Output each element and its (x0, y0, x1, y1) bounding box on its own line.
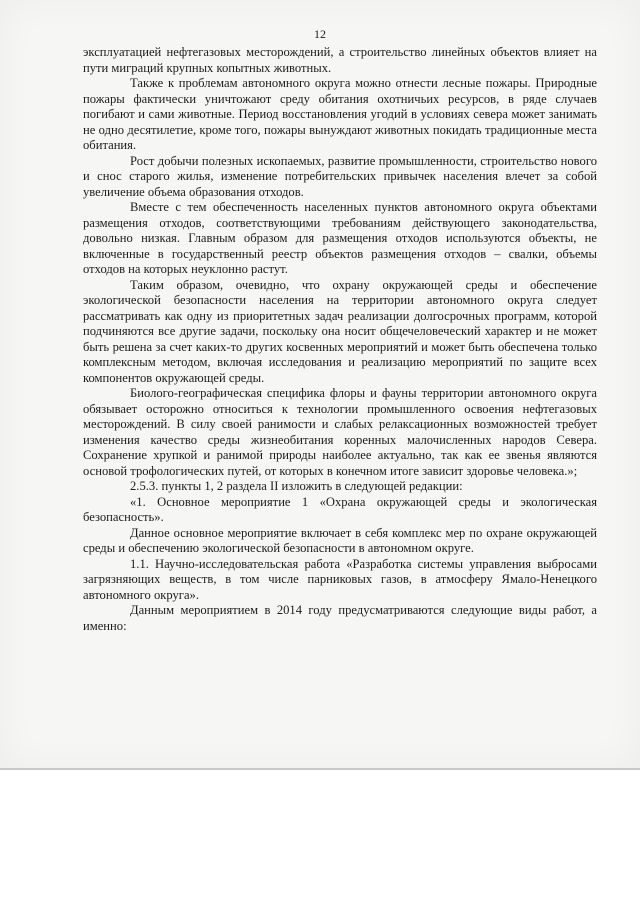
paragraph-main-activity: «1. Основное мероприятие 1 «Охрана окружающей среды и экологическая безопасность». (83, 494, 597, 524)
paragraph-works-2014: Данным мероприятием в 2014 году предусматриваются следующие виды работ, а именно: (83, 603, 597, 633)
paragraph-waste-growth: Рост добычи полезных ископаемых, развитие промышленности, строительство нового и снос старого жилья, изменение потребительских привычек населения влечет за собой увеличение объема образования отходов. (83, 153, 597, 199)
paragraph-research-work: 1.1. Научно-исследовательская работа «Разработка системы управления выбросами загрязняющих веществ, в том числе парниковых газов, в атмосферу Ямало-Ненецкого автономного округа». (83, 556, 597, 602)
document-body (83, 45, 597, 634)
paragraph-waste-facilities: Вместе с тем обеспеченность населенных пунктов автономного округа объектами размещения отходов, соответствующими требованиям действующего законодательства, довольно низкая. Главным образом для размещения отходов используются объекты, не включенные в государственный реестр объектов размещения отходов – свалки, объемы отходов на которых неуклонно растут. (83, 200, 597, 276)
paragraph-activity-description: Данное основное мероприятие включает в себя комплекс мер по охране окружающей среды и обеспечению экологической безопасности в автономном округе. (83, 525, 597, 555)
paragraph-forest-fires: Также к проблемам автономного округа можно отнести лесные пожары. Природные пожары фактически уничтожают среду обитания охотничьих ресурсов, в ряде случаев погибают и сами животные. Период восстановления угодий в условиях севера может занимать не одно десятилетие, кроме того, пожары вынуждают животных покидать традиционные места обитания. (83, 76, 597, 152)
page-number: 12 (314, 27, 326, 41)
paragraph-continuation: эксплуатацией нефтегазовых месторождений, а строительство линейных объектов влияет на пути миграций крупных копытных животных. (83, 45, 597, 75)
paragraph-bio-geographic: Биолого-географическая специфика флоры и фауны территории автономного округа обязывает осторожно относиться к технологии промышленного освоения нефтегазовых месторождений. В силу своей ранимости и слабых релаксационных возможностей требует изменения качество среды жизнеобитания коренных малочисленных народов Севера. Сохранение хрупкой и ранимой природы наиболее актуально, так как ее звенья являются основой трофологических путей, от которых в конечном итоге зависит здоровье человека.»; (83, 386, 597, 478)
paragraph-amendment: 2.5.3. пункты 1, 2 раздела II изложить в следующей редакции: (130, 479, 463, 493)
paragraph-environmental-priority: Таким образом, очевидно, что охрану окружающей среды и обеспечение экологической безопасности населения на территории автономного округа следует рассматривать как одну из приоритетных задач реализации долгосрочных программ, которой подчиняются все другие задачи, поскольку она носит общечеловеческий характер и не может быть решена за счет каких-то других косвенных мероприятий и может быть обеспечена только комплексным методом, включая исследования и реализацию мероприятий по защите всех компонентов окружающей среды. (83, 277, 597, 385)
